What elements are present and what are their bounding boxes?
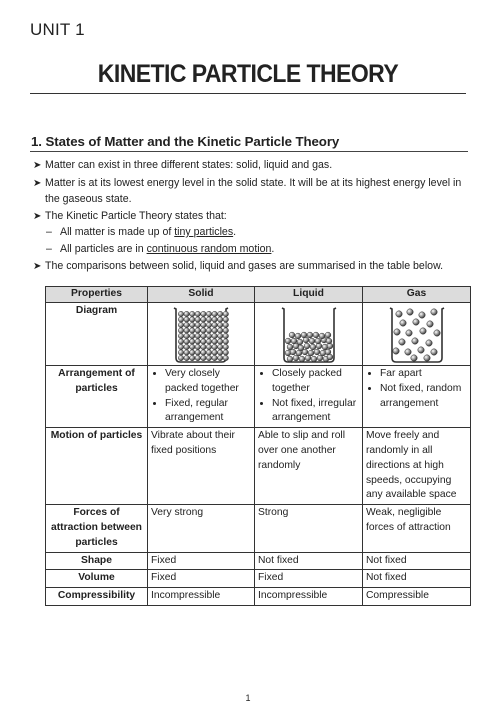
table-cell: Not fixed <box>363 552 471 570</box>
particle-icon <box>201 311 206 316</box>
particle-icon <box>206 350 211 355</box>
particle-icon <box>311 356 317 362</box>
particle-icon <box>412 319 418 325</box>
bullet-text: The Kinetic Particle Theory states that: <box>45 210 227 222</box>
bullet-item <box>33 158 473 174</box>
table-cell: Fixed <box>148 570 255 588</box>
particle-icon <box>195 333 200 338</box>
particle-icon <box>201 322 206 327</box>
particle-icon <box>195 339 200 344</box>
header-gas: Gas <box>363 287 471 303</box>
particle-icon <box>178 333 183 338</box>
bullet-text: Matter can exist in three different states: solid, liquid and gas. <box>45 159 333 171</box>
title-rule <box>30 93 466 94</box>
particle-icon <box>433 330 439 336</box>
particle-icon <box>201 333 206 338</box>
particle-icon <box>218 339 223 344</box>
comparison-table <box>45 286 471 606</box>
table-cell: Not fixed <box>255 552 363 570</box>
particle-icon <box>178 339 183 344</box>
particle-icon <box>223 317 228 322</box>
particle-icon <box>201 355 206 360</box>
bullet-text: Matter is at its lowest energy level in the solid state. It will be at its highest energy level in the gaseous state. <box>45 177 462 205</box>
particle-icon <box>190 317 195 322</box>
particle-icon <box>201 350 206 355</box>
header-properties: Properties <box>46 287 148 303</box>
arrowhead-bullet-icon: ➤ <box>33 261 42 272</box>
particle-icon <box>304 343 310 349</box>
particle-icon <box>287 344 293 350</box>
table-row-motion <box>46 428 471 505</box>
particle-icon <box>299 356 305 362</box>
dash-icon: – <box>46 226 52 238</box>
particle-icon <box>404 349 410 355</box>
particle-icon <box>218 333 223 338</box>
particle-icon <box>289 332 295 338</box>
particle-icon <box>184 311 189 316</box>
particle-icon <box>298 345 304 351</box>
arrowhead-bullet-icon: ➤ <box>33 160 42 171</box>
particle-icon <box>195 317 200 322</box>
page-number: 1 <box>245 693 251 703</box>
particle-icon <box>223 322 228 327</box>
list-item: • Not fixed, random arrangement <box>380 382 467 412</box>
particle-icon <box>201 339 206 344</box>
row-label: Arrangement of particles <box>46 366 148 428</box>
particle-icon <box>206 311 211 316</box>
particle-icon <box>218 344 223 349</box>
sub-bullet <box>46 242 275 257</box>
particle-icon <box>184 344 189 349</box>
particle-icon <box>212 350 217 355</box>
particle-icon <box>218 311 223 316</box>
table-cell: Compressible <box>363 588 471 606</box>
particle-icon <box>178 328 183 333</box>
particle-icon <box>309 338 315 344</box>
list-item: • Far apart <box>380 367 467 382</box>
sub-bullet <box>46 225 237 240</box>
table-cell: Not fixed <box>363 570 471 588</box>
particle-icon <box>190 311 195 316</box>
particle-icon <box>223 328 228 333</box>
particle-icon <box>212 355 217 360</box>
table-cell: Strong <box>255 505 363 552</box>
table-row-diagram <box>46 303 471 366</box>
particle-icon <box>190 355 195 360</box>
table-cell: Incompressible <box>148 588 255 606</box>
row-label: Forces of attraction between particles <box>46 505 148 552</box>
particle-icon <box>178 344 183 349</box>
particle-icon <box>285 338 291 344</box>
page-title: KINETIC PARTICLE THEORY <box>97 60 399 88</box>
particle-icon <box>195 344 200 349</box>
sub-text: . <box>271 243 275 255</box>
sub-text-underlined: tiny particles <box>174 226 234 238</box>
particle-icon <box>393 329 399 335</box>
particle-icon <box>223 344 228 349</box>
particle-icon <box>218 322 223 327</box>
particle-icon <box>223 355 228 360</box>
particle-icon <box>423 355 429 361</box>
table-cell: Very strong <box>148 505 255 552</box>
particle-icon <box>326 338 332 344</box>
particle-icon <box>212 317 217 322</box>
table-cell: Fixed <box>255 570 363 588</box>
table-row-shape <box>46 552 471 570</box>
table-row-forces <box>46 505 471 552</box>
particle-icon <box>212 328 217 333</box>
particle-icon <box>190 322 195 327</box>
particle-icon <box>206 333 211 338</box>
particle-icon <box>178 350 183 355</box>
particle-icon <box>206 355 211 360</box>
list-item: • Very closely packed together <box>165 367 251 397</box>
particle-icon <box>212 311 217 316</box>
table-cell: Incompressible <box>255 588 363 606</box>
particle-icon <box>190 350 195 355</box>
particle-icon <box>419 328 425 334</box>
solid-beaker-icon <box>170 306 232 364</box>
particle-icon <box>184 317 189 322</box>
arrowhead-bullet-icon: ➤ <box>33 178 42 189</box>
bullet-item <box>33 176 473 207</box>
table-cell: Able to slip and roll over one another randomly <box>255 428 363 505</box>
particle-icon <box>201 317 206 322</box>
particle-icon <box>201 328 206 333</box>
particle-icon <box>308 350 314 356</box>
sub-text: . <box>233 226 237 238</box>
particle-icon <box>184 322 189 327</box>
table-cell: Move freely and randomly in all directions at high speeds, occupying any available space <box>363 428 471 505</box>
row-label: Volume <box>46 570 148 588</box>
bullet-item <box>33 209 473 225</box>
particle-icon <box>178 355 183 360</box>
particle-icon <box>195 311 200 316</box>
particle-icon <box>195 350 200 355</box>
particle-icon <box>218 328 223 333</box>
table-row-arrangement <box>46 366 471 428</box>
particle-icon <box>190 339 195 344</box>
particle-icon <box>184 333 189 338</box>
list-item: • Fixed, regular arrangement <box>165 397 251 427</box>
particle-icon <box>178 322 183 327</box>
row-label: Diagram <box>46 303 148 366</box>
header-solid: Solid <box>148 287 255 303</box>
particle-icon <box>206 317 211 322</box>
sub-text: All particles are in <box>60 243 147 255</box>
particle-icon <box>291 338 297 344</box>
particle-icon <box>223 311 228 316</box>
header-liquid: Liquid <box>255 287 363 303</box>
particle-icon <box>184 328 189 333</box>
table-row-compressibility <box>46 588 471 606</box>
particle-icon <box>307 332 313 338</box>
particle-icon <box>295 333 301 339</box>
particle-icon <box>212 344 217 349</box>
table-cell: Fixed <box>148 552 255 570</box>
particle-icon <box>398 339 404 345</box>
particle-icon <box>218 317 223 322</box>
particle-icon <box>411 338 417 344</box>
particle-icon <box>184 339 189 344</box>
table-row-volume <box>46 570 471 588</box>
list-item: • Not fixed, irregular arrangement <box>272 397 359 427</box>
particle-icon <box>178 317 183 322</box>
particle-icon <box>297 339 303 345</box>
particle-icon <box>430 309 436 315</box>
particle-icon <box>319 333 325 339</box>
particle-icon <box>206 322 211 327</box>
section-heading: 1. States of Matter and the Kinetic Particle Theory <box>31 134 340 149</box>
row-label: Shape <box>46 552 148 570</box>
table-header-row <box>46 287 471 303</box>
particle-icon <box>218 350 223 355</box>
unit-label: UNIT 1 <box>30 20 85 39</box>
particle-icon <box>206 328 211 333</box>
particle-icon <box>218 355 223 360</box>
table-cell: Weak, negligible forces of attraction <box>363 505 471 552</box>
liquid-beaker-icon <box>278 306 340 364</box>
particle-icon <box>410 355 416 361</box>
particle-icon <box>406 309 412 315</box>
bullet-text: The comparisons between solid, liquid and gases are summarised in the table below. <box>45 260 444 272</box>
particle-icon <box>201 344 206 349</box>
particle-icon <box>212 322 217 327</box>
particle-icon <box>190 328 195 333</box>
particle-icon <box>314 349 320 355</box>
particle-icon <box>195 322 200 327</box>
particle-icon <box>418 312 424 318</box>
particle-icon <box>206 339 211 344</box>
table-cell: Vibrate about their fixed positions <box>148 428 255 505</box>
dash-icon: – <box>46 243 52 255</box>
particle-icon <box>325 332 331 338</box>
particle-icon <box>426 321 432 327</box>
list-item: • Closely packed together <box>272 367 359 397</box>
particle-icon <box>195 355 200 360</box>
particle-icon <box>212 333 217 338</box>
particle-icon <box>395 311 401 317</box>
particle-icon <box>212 339 217 344</box>
particle-icon <box>184 350 189 355</box>
section-rule <box>30 151 468 152</box>
row-label: Motion of particles <box>46 428 148 505</box>
particle-icon <box>223 350 228 355</box>
sub-text: All matter is made up of <box>60 226 175 238</box>
particle-icon <box>178 311 183 316</box>
particle-icon <box>223 339 228 344</box>
particle-icon <box>223 333 228 338</box>
particle-icon <box>190 344 195 349</box>
particle-icon <box>430 349 436 355</box>
particle-icon <box>190 333 195 338</box>
particle-icon <box>195 328 200 333</box>
particle-icon <box>184 355 189 360</box>
particle-icon <box>313 332 319 338</box>
particle-icon <box>301 332 307 338</box>
arrowhead-bullet-icon: ➤ <box>33 211 42 222</box>
particle-icon <box>287 356 293 362</box>
bullet-item <box>33 259 473 275</box>
sub-text-underlined: continuous random motion <box>146 243 272 255</box>
particle-icon <box>315 338 321 344</box>
particle-icon <box>417 347 423 353</box>
particle-icon <box>425 340 431 346</box>
particle-icon <box>206 344 211 349</box>
row-label: Compressibility <box>46 588 148 606</box>
particle-icon <box>392 348 398 354</box>
gas-beaker-icon <box>386 306 448 364</box>
particle-icon <box>310 344 316 350</box>
particle-icon <box>399 320 405 326</box>
particle-icon <box>405 330 411 336</box>
